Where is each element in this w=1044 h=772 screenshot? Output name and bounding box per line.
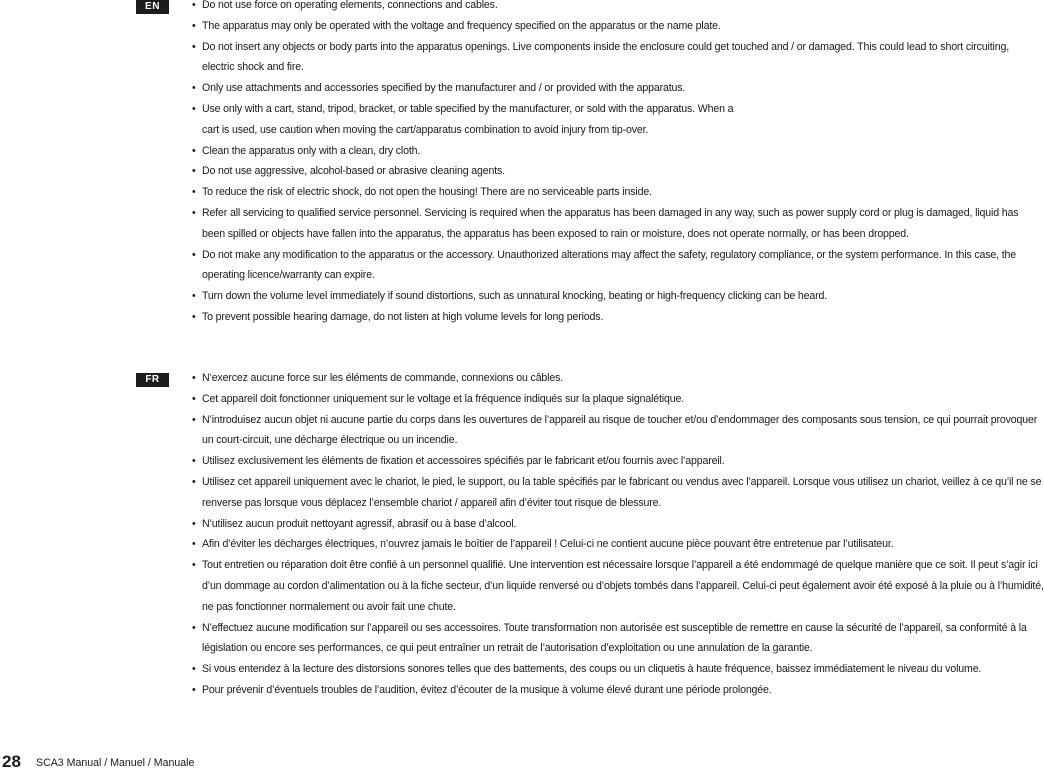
lang-badge-fr: FR [136,373,169,387]
list-item [191,99,1044,141]
list-item [191,161,1044,182]
list-item-text: Turn down the volume level immediately if sound distortions, such as unnatural knocking, beating or high-frequency clicking can be heard. [202,290,828,303]
list-item-text: Do not insert any objects or body parts into the apparatus openings. Live components inside the enclosure could get touched and / or damaged. This could lead to short circuiting, electric shock and fire. [202,40,1009,74]
list-item-text: N’exercez aucune force sur les éléments de commande, connexions ou câbles. [202,372,564,384]
bullet-icon: • [192,248,196,261]
bullet-icon: • [192,517,196,530]
bullet-icon: • [192,82,196,95]
list-item [191,555,1044,617]
bullet-icon: • [192,206,196,219]
bullet-icon: • [192,538,196,551]
list-item [191,16,1044,37]
bullet-icon: • [192,165,196,178]
list-item [191,307,1044,328]
list-item-text: N’introduisez aucun objet ni aucune partie du corps dans les ouvertures de l’appareil au risque de toucher et/ou d’endommager des composants sous tension, ce qui pourrait provoquer un court-circuit, une décharge électrique ou un incendie. [202,413,1038,447]
list-item [191,245,1044,287]
list-item-text: Use only with a cart, stand, tripod, bracket, or table specified by the manufacturer, or sold with the apparatus. When a cart is used, use caution when moving the cart/apparatus combination to avoid injury from tip-over. [202,102,734,136]
bullet-icon: • [192,40,196,53]
list-item-text: Si vous entendez à la lecture des distorsions sonores telles que des battements, des coups ou un cliquetis à haute fréquence, baissez immédiatement le niveau du volume. [202,663,982,676]
bullet-icon: • [192,19,196,32]
list-item-text: Do not use force on operating elements, connections and cables. [202,0,498,11]
list-item-text: To reduce the risk of electric shock, do not open the housing! There are no serviceable parts inside. [202,186,652,199]
list-item-text: Afin d’éviter les décharges électriques, n’ouvrez jamais le boîtier de l’appareil ! Celui-ci ne contient aucune pièce pouvant être entretenue par l’utilisateur. [202,538,894,551]
list-item [191,182,1044,203]
list-item [191,534,1044,555]
list-item [191,0,1044,16]
manual-title: SCA3 Manual / Manuel / Manuale [36,757,195,769]
list-item [191,141,1044,162]
list-item-text: Tout entretien ou réparation doit être confié à un personnel qualifié. Une intervention est nécessaire lorsque l’appareil a été endommagé de quelque manière que ce soit. Il peut s’agir ici d’un dommage au cordon d’alimentation ou à la fiche secteur, d’un liquide renversé ou d’objets tombés dans l’appareil. Celui-ci peut également avoir été exposé à la pluie ou à l’humidité, ne pas fonctionner normalement ou avoir fait une chute. [202,559,1044,613]
list-item [191,389,1044,410]
list-item [191,659,1044,680]
list-item-text: Clean the apparatus only with a clean, dry cloth. [202,144,421,157]
list-item [191,680,1044,701]
list-item [191,451,1044,472]
bullet-icon: • [192,559,196,572]
list-item-text: Do not use aggressive, alcohol-based or abrasive cleaning agents. [202,165,505,178]
list-item-text: N’effectuez aucune modification sur l’appareil ou ses accessoires. Toute transformation non autorisée est susceptible de remettre en cause la sécurité de l’appareil, sa conformité à la législation ou encore ses performances, ce qui peut entraîner un retrait de l’autorisation d’exploitation ou une annulation de la garantie. [202,621,1027,655]
bullet-icon: • [192,102,196,115]
list-item [191,472,1044,514]
bullet-icon: • [192,144,196,157]
list-item-text: N’utilisez aucun produit nettoyant agressif, abrasif ou à base d’alcool. [202,517,517,530]
list-item [191,410,1044,452]
bullet-icon: • [192,392,196,405]
fr-bullet-list [191,368,1044,701]
bullet-icon: • [192,413,196,426]
list-item-text: Do not make any modification to the apparatus or the accessory. Unauthorized alterations may affect the safety, regulatory compliance, or the system performance. In this case, the operating licence/warranty can expire. [202,248,1017,282]
bullet-icon: • [192,186,196,199]
list-item [191,37,1044,79]
list-item-text: Refer all servicing to qualified service personnel. Servicing is required when the apparatus has been damaged in any way, such as power supply cord or plug is damaged, liquid has been spilled or objects have fallen into the apparatus, the apparatus has been exposed to rain or moisture, does not operate normally, or has been dropped. [202,206,1019,240]
list-item [191,203,1044,245]
list-item [191,514,1044,535]
bullet-icon: • [192,475,196,488]
list-item-text: Utilisez cet appareil uniquement avec le chariot, le pied, le support, ou la table spécifiés par le fabricant ou vendus avec l’appareil. Lorsque vous utilisez un chariot, veillez à ce qu’il ne se renverse pas lorsque vous déplacez l’ensemble chariot / appareil afin d’éviter tout risque de blessure. [202,475,1042,509]
bullet-icon: • [192,663,196,676]
section-en [191,0,1044,328]
bullet-icon: • [192,290,196,303]
list-item-text: Pour prévenir d’éventuels troubles de l’audition, évitez d’écouter de la musique à volume élevé durant une période prolongée. [202,683,772,696]
list-item-text: Utilisez exclusivement les éléments de fixation et accessoires spécifiés par le fabricant et/ou fournis avec l’appareil. [202,455,725,468]
lang-badge-en: EN [136,0,169,14]
bullet-icon: • [192,310,196,323]
section-fr [191,368,1044,701]
list-item [191,286,1044,307]
bullet-icon: • [192,372,196,384]
bullet-icon: • [192,683,196,696]
bullet-icon: • [192,0,196,11]
list-item-text: To prevent possible hearing damage, do not listen at high volume levels for long periods. [202,310,604,323]
list-item [191,618,1044,660]
bullet-icon: • [192,455,196,468]
list-item-text: Cet appareil doit fonctionner uniquement sur le voltage et la fréquence indiqués sur la plaque signalétique. [202,392,685,405]
en-bullet-list [191,0,1044,328]
list-item-text: The apparatus may only be operated with the voltage and frequency specified on the apparatus or the name plate. [202,19,721,32]
bullet-icon: • [192,621,196,634]
list-item-text: Only use attachments and accessories specified by the manufacturer and / or provided with the apparatus. [202,82,686,95]
list-item [191,78,1044,99]
page-number: 28 [2,752,21,771]
list-item [191,368,1044,389]
